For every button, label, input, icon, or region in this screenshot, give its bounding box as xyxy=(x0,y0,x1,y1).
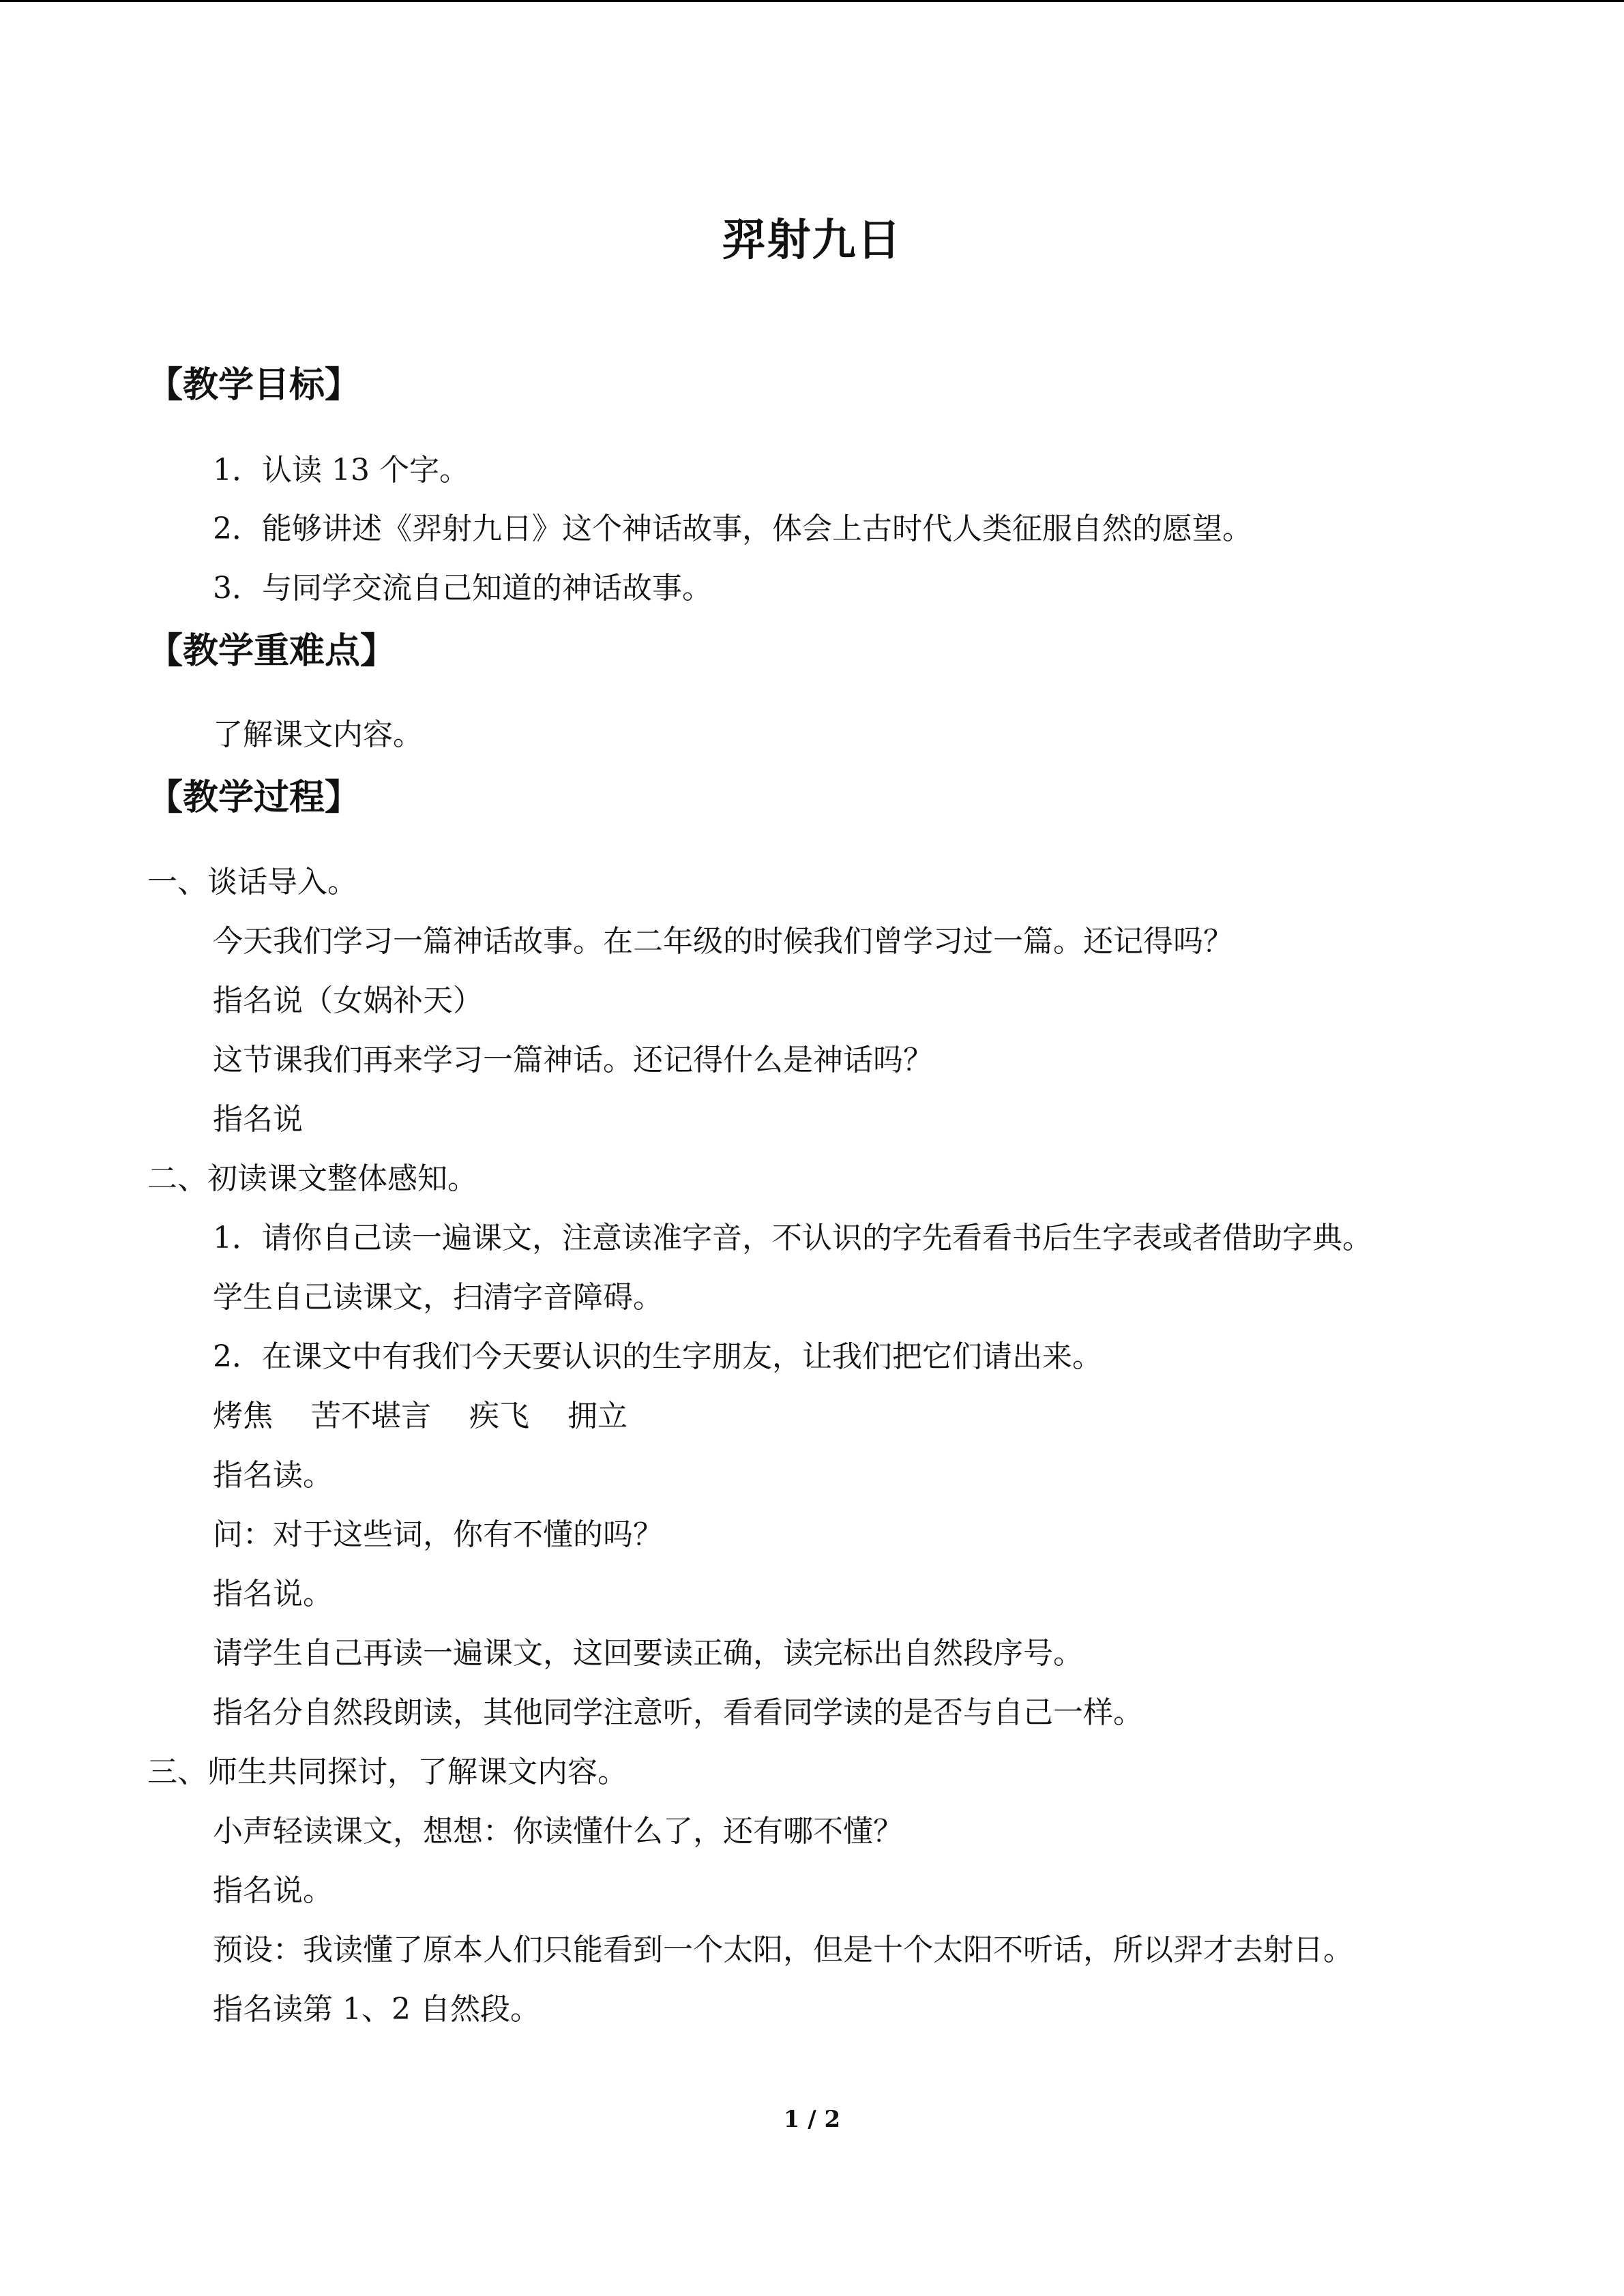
goal-item-3: 3．与同学交流自己知道的神话故事。 xyxy=(213,571,712,606)
vocabulary-word: 拥立 xyxy=(567,1399,628,1433)
section-heading-process: 【教学过程】 xyxy=(147,777,361,818)
section-heading-goals: 【教学目标】 xyxy=(147,365,361,406)
goal-item-2: 2．能够讲述《羿射九日》这个神话故事，体会上古时代人类征服自然的愿望。 xyxy=(213,511,1252,546)
paragraph-line: 请学生自己再读一遍课文，这回要读正确，读完标出自然段序号。 xyxy=(213,1636,1083,1671)
paragraph-line: 指名说。 xyxy=(213,1577,333,1611)
process-part1-title: 一、谈话导入。 xyxy=(147,865,357,899)
paragraph-line: 指名说 xyxy=(213,1102,303,1137)
paragraph-line: 小声轻读课文，想想：你读懂什么了，还有哪不懂？ xyxy=(213,1814,903,1849)
paragraph-line: 预设：我读懂了原本人们只能看到一个太阳，但是十个太阳不听话，所以羿才去射日。 xyxy=(213,1933,1353,1967)
paragraph-line: 今天我们学习一篇神话故事。在二年级的时候我们曾学习过一篇。还记得吗？ xyxy=(213,924,1233,959)
paragraph-line: 指名分自然段朗读，其他同学注意听，看看同学读的是否与自己一样。 xyxy=(213,1695,1143,1730)
vocabulary-word: 烤焦 xyxy=(213,1399,273,1433)
section-heading-key-points: 【教学重难点】 xyxy=(147,631,396,672)
paragraph-line: 1．请你自己读一遍课文，注意读准字音，不认识的字先看看书后生字表或者借助字典。 xyxy=(213,1221,1372,1255)
paragraph-line: 指名读第 1、2 自然段。 xyxy=(213,1992,540,2027)
document-title: 羿射九日 xyxy=(722,215,902,266)
paragraph-line: 指名读。 xyxy=(213,1458,333,1493)
vocabulary-words xyxy=(213,1396,666,1437)
paragraph-line: 学生自己读课文，扫清字音障碍。 xyxy=(213,1280,663,1315)
vocabulary-word: 苦不堪言 xyxy=(311,1399,431,1433)
top-border-line xyxy=(0,0,1624,2)
process-part2-title: 二、初读课文整体感知。 xyxy=(147,1161,477,1196)
paragraph-line: 指名说（女娲补天） xyxy=(213,983,483,1018)
key-points-text: 了解课文内容。 xyxy=(213,717,423,752)
paragraph-line: 这节课我们再来学习一篇神话。还记得什么是神话吗？ xyxy=(213,1043,933,1077)
page-number: 1 / 2 xyxy=(783,2106,841,2133)
process-part3-title: 三、师生共同探讨，了解课文内容。 xyxy=(147,1755,628,1789)
vocabulary-word: 疾飞 xyxy=(469,1399,529,1433)
paragraph-line: 2．在课文中有我们今天要认识的生字朋友，让我们把它们请出来。 xyxy=(213,1339,1102,1374)
paragraph-line: 问：对于这些词，你有不懂的吗？ xyxy=(213,1517,663,1552)
goal-item-1: 1．认读 13 个字。 xyxy=(213,453,469,488)
paragraph-line: 指名说。 xyxy=(213,1873,333,1908)
